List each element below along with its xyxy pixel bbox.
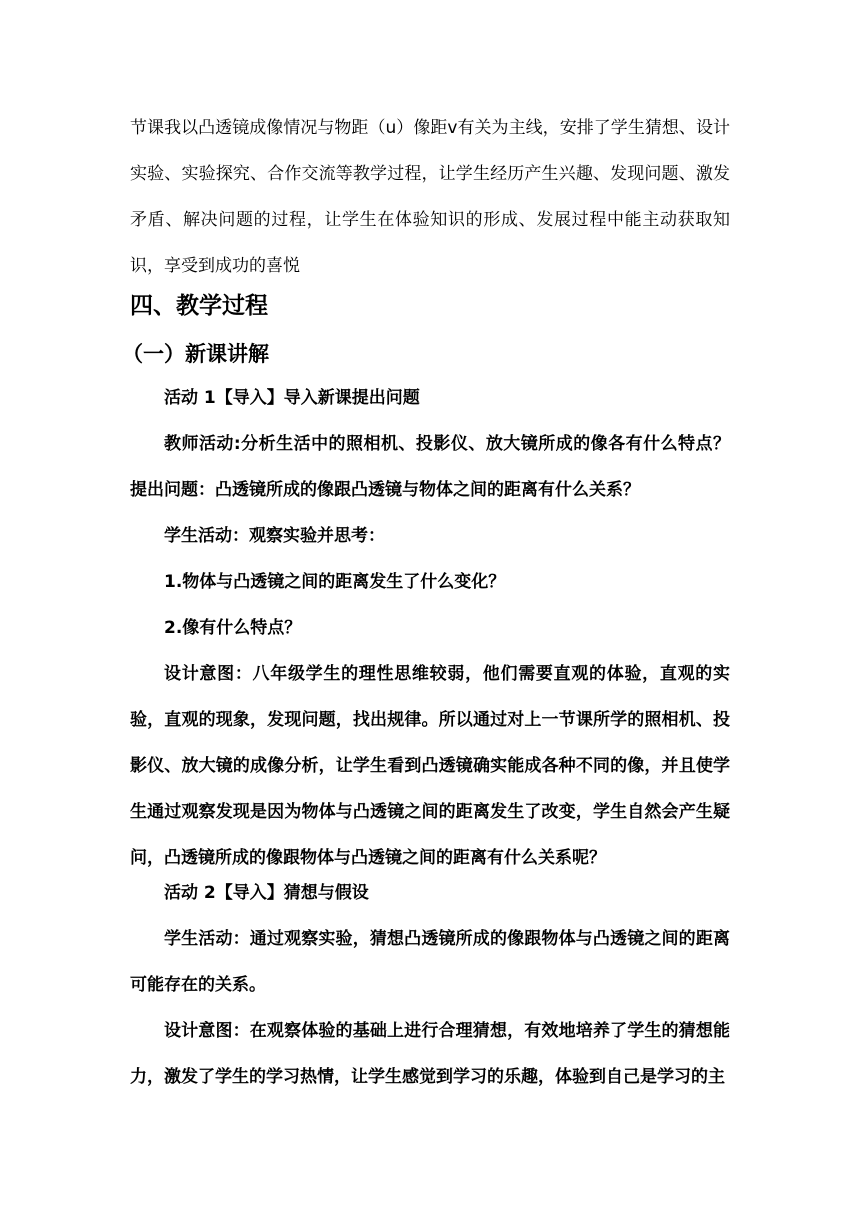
student-activity-2-paragraph: 学生活动：通过观察实验，猜想凸透镜所成的像跟物体与凸透镜之间的距离可能存在的关系。 <box>130 929 730 995</box>
section-heading: 四、教学过程 <box>130 293 268 319</box>
question-2: 2.像有什么特点？ <box>164 618 302 638</box>
student-activity-paragraph: 学生活动：观察实验并思考： <box>164 526 385 546</box>
design-intent-1: 设计意图：八年级学生的理性思维较弱，他们需要直观的体验，直观的实验，直观的现象，发现问题，找出规律。所以通过对上一节课所学的照相机、投影仪、放大镜的成像分析，让学生看到凸透镜确实能成各种不同的像，并且使学生通过观察发现是因为物体与凸透镜之间的距离发生了改变，学生自然会产生疑问，凸透镜所成的像跟物体与凸透镜之间的距离有什么关系呢？ <box>130 664 730 868</box>
activity2-title: 活动 2【导入】猜想与假设 <box>164 883 369 903</box>
activity1-title: 活动 1【导入】导入新课提出问题 <box>164 388 420 408</box>
design-intent-2: 设计意图：在观察体验的基础上进行合理猜想，有效地培养了学生的猜想能力，激发了学生的学习热情，让学生感觉到学习的乐趣，体验到自己是学习的主 <box>130 1021 730 1087</box>
subsection-heading: （一）新课讲解 <box>122 342 269 366</box>
intro-paragraph: 节课我以凸透镜成像情况与物距（u）像距v有关为主线，安排了学生猜想、设计实验、实验探究、合作交流等教学过程，让学生经历产生兴趣、发现问题、激发矛盾、解决问题的过程，让学生在体验知识的形成、发展过程中能主动获取知识，享受到成功的喜悦 <box>130 118 730 276</box>
question-1: 1.物体与凸透镜之间的距离发生了什么变化？ <box>164 572 506 592</box>
teacher-activity-paragraph: 教师活动:分析生活中的照相机、投影仪、放大镜所成的像各有什么特点？提出问题：凸透镜所成的像跟凸透镜与物体之间的距离有什么关系？ <box>130 434 730 500</box>
